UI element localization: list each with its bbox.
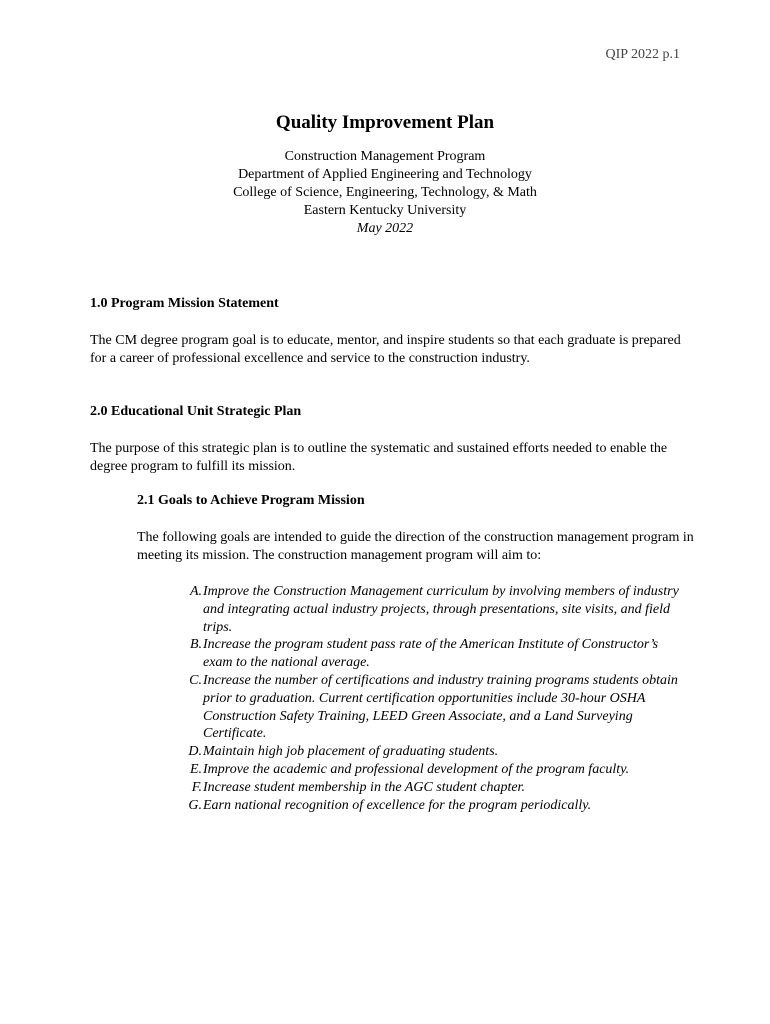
goal-letter: D. — [188, 744, 202, 760]
section-1-body: The CM degree program goal is to educate, mentor, and inspire students so that each graduate is prepared for a career of professional excellence and service to the construction industry. — [90, 333, 681, 366]
goal-item-d — [170, 743, 690, 761]
section-2-1-body: The following goals are intended to guide the direction of the construction management program in meeting its mission. The construction management program will aim to: — [137, 530, 694, 563]
goals-list — [170, 583, 690, 814]
program-name: Construction Management Program — [284, 149, 486, 164]
document-title: Quality Improvement Plan — [275, 112, 495, 133]
goal-letter: E. — [189, 761, 202, 777]
title-block — [0, 112, 770, 238]
goal-letter: B. — [189, 637, 202, 653]
goal-item-b — [170, 636, 690, 672]
section-2-body: The purpose of this strategic plan is to outline the systematic and sustained efforts needed to enable the degree program to fulfill its mission. — [90, 441, 668, 474]
department-name: Department of Applied Engineering and Technology — [238, 167, 532, 182]
goal-item-a — [170, 583, 690, 636]
goal-text: Improve the Construction Management curriculum by involving members of industry and integrating actual industry projects, through presentations, site visits, and field trips. — [203, 584, 679, 635]
goal-item-c — [170, 672, 690, 743]
goal-text: Increase the number of certifications and industry training programs students obtain prior to graduation. Current certification opportunities include 30-hour OSHA Construction Safety Training, LEED Green Associate, and a Land Surveying Certificate. — [203, 672, 678, 742]
goal-letter: C. — [189, 672, 202, 688]
page-number-header: QIP 2022 p.1 — [605, 47, 680, 62]
goal-text: Improve the academic and professional development of the program faculty. — [203, 761, 630, 777]
section-1-heading: 1.0 Program Mission Statement — [90, 296, 279, 311]
goal-text: Increase student membership in the AGC student chapter. — [203, 779, 525, 795]
goal-text: Maintain high job placement of graduating students. — [203, 744, 499, 760]
section-2-1-heading: 2.1 Goals to Achieve Program Mission — [137, 493, 365, 508]
goal-item-f — [170, 779, 690, 797]
goal-text: Increase the program student pass rate of the American Institute of Constructor’s exam to the national average. — [203, 637, 659, 671]
college-name: College of Science, Engineering, Technology, & Math — [233, 185, 537, 200]
goal-text: Earn national recognition of excellence for the program periodically. — [203, 797, 592, 813]
goal-item-g — [170, 797, 690, 815]
goal-letter: F. — [191, 779, 202, 795]
document-date: May 2022 — [356, 221, 414, 236]
goal-letter: G. — [188, 797, 202, 813]
section-2-heading: 2.0 Educational Unit Strategic Plan — [90, 404, 302, 419]
goal-letter: A. — [189, 584, 202, 599]
university-name: Eastern Kentucky University — [303, 203, 467, 218]
goal-item-e — [170, 761, 690, 779]
